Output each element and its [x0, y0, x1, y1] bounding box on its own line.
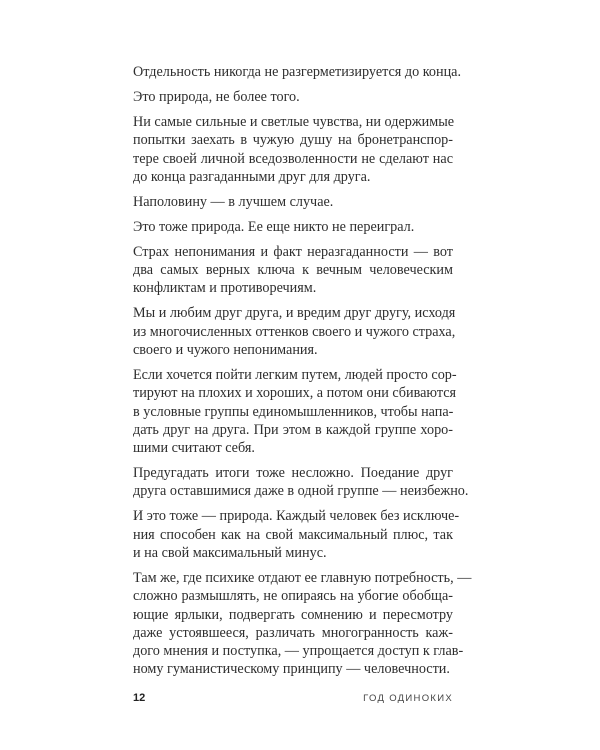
- text-line: тере своей личной вседозволенности не сделают нас: [133, 150, 453, 167]
- paragraph: [133, 113, 453, 186]
- text-line: ному гуманистическому принципу — человечности.: [133, 661, 450, 678]
- text-line: ющие ярлыки, подвергать сомнению и пересмотру: [133, 606, 453, 623]
- text-line: Если хочется пойти легким путем, людей просто сор-: [133, 366, 457, 383]
- paragraph: [133, 507, 460, 562]
- paragraph: [133, 464, 469, 501]
- text-line: даже устоявшееся, различать многогранность каж-: [133, 624, 453, 641]
- text-line: тируют на плохих и хороших, а потом они сбиваются: [133, 385, 457, 402]
- text-line: Это тоже природа. Ее еще никто не переиграл.: [133, 218, 415, 235]
- text-line: из многочисленных оттенков своего и чужого страха,: [133, 323, 456, 340]
- text-line: Наполовину — в лучшем случае.: [133, 193, 334, 210]
- text-line: Предугадать итоги тоже несложно. Поедание друг: [133, 465, 453, 482]
- paragraph: [133, 304, 456, 359]
- text-line: своего и чужого непонимания.: [133, 341, 318, 358]
- text-line: два самых верных ключа к вечным человеческим: [133, 262, 453, 279]
- text-line: Отдельность никогда не разгерметизируется до конца.: [133, 64, 462, 80]
- page-body: [133, 63, 472, 685]
- paragraph: [133, 243, 453, 298]
- text-line: Страх непонимания и факт неразгаданности — вот: [133, 243, 453, 260]
- text-line: шими считают себя.: [133, 440, 255, 457]
- text-line: Это природа, не более того.: [133, 88, 300, 105]
- text-line: Ни самые сильные и светлые чувства, ни одержимые: [133, 113, 455, 130]
- text-line: до конца разгаданными друг для друга.: [133, 168, 371, 185]
- text-line: дать друг на друга. При этом в каждой группе хоро-: [133, 421, 453, 438]
- paragraph: [133, 63, 462, 81]
- paragraph: [133, 218, 453, 236]
- paragraph: [133, 569, 472, 679]
- paragraph: [133, 88, 453, 106]
- text-line: попытки заехать в чужую душу на бронетранспор-: [133, 132, 453, 149]
- text-line: и на свой максимальный минус.: [133, 545, 327, 562]
- text-line: конфликтам и противоречиям.: [133, 280, 317, 297]
- text-line: друга оставшимися даже в одной группе — неизбежно.: [133, 483, 469, 500]
- text-line: Там же, где психике отдают ее главную потребность, —: [133, 570, 472, 586]
- text-line: Мы и любим друг друга, и вредим друг другу, исходя: [133, 305, 456, 322]
- page-number: 12: [133, 692, 146, 704]
- text-line: сложно размышлять, не опираясь на убогие обобща-: [133, 588, 453, 605]
- text-line: ния способен как на свой максимальный плюс, так: [133, 526, 453, 543]
- text-line: И это тоже — природа. Каждый человек без исключе-: [133, 508, 460, 525]
- page-footer: [133, 692, 453, 708]
- text-line: в условные группы единомышленников, чтобы напа-: [133, 403, 454, 420]
- text-line: дого мнения и поступка, — упрощается доступ к глав-: [133, 643, 464, 660]
- running-title: ГОД ОДИНОКИХ: [363, 693, 453, 704]
- paragraph: [133, 193, 453, 211]
- paragraph: [133, 366, 457, 457]
